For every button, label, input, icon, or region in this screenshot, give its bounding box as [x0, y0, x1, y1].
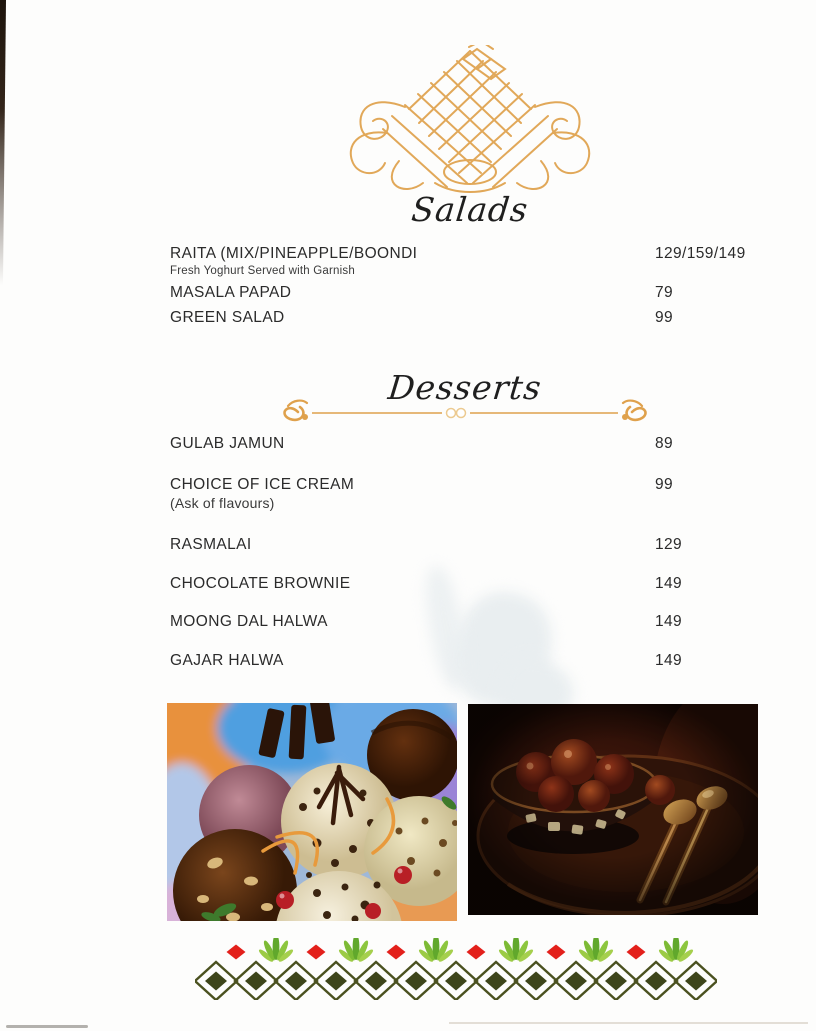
menu-item-price: 99	[655, 309, 674, 326]
menu-item-price: 99	[655, 476, 674, 493]
menu-item-name: CHOCOLATE BROWNIE	[170, 575, 351, 592]
menu-item-name: CHOICE OF ICE CREAM	[170, 476, 355, 493]
menu-item-name: RAITA (MIX/PINEAPPLE/BOONDI	[170, 245, 418, 262]
menu-item-price: 89	[655, 435, 674, 452]
scan-edge-artifact	[6, 1025, 88, 1028]
menu-item-price: 149	[655, 613, 683, 630]
menu-item-name: MASALA PAPAD	[170, 284, 292, 301]
menu-item-name: RASMALAI	[170, 536, 252, 553]
gulab-jamun-photo	[468, 704, 758, 915]
menu-item-price: 129/159/149	[655, 245, 746, 262]
section-title-salads: Salads	[409, 190, 531, 229]
scan-edge-artifact	[0, 0, 6, 310]
gold-divider-ornament	[280, 398, 650, 428]
scan-edge-artifact	[449, 1022, 808, 1024]
menu-item-desc: (Ask of flavours)	[170, 495, 275, 511]
gold-flourish-ornament	[335, 45, 605, 195]
menu-item-name: GAJAR HALWA	[170, 652, 284, 669]
menu-item-price: 149	[655, 652, 683, 669]
menu-item-price: 149	[655, 575, 683, 592]
menu-item-name: GREEN SALAD	[170, 309, 285, 326]
menu-item-price: 79	[655, 284, 674, 301]
diamond-leaf-border	[195, 938, 717, 1000]
menu-item-desc: Fresh Yoghurt Served with Garnish	[170, 265, 355, 277]
ice-cream-photo	[167, 703, 457, 921]
menu-item-price: 129	[655, 536, 683, 553]
section-title-desserts: Desserts	[386, 368, 544, 407]
menu-item-name: MOONG DAL HALWA	[170, 613, 328, 630]
menu-item-name: GULAB JAMUN	[170, 435, 285, 452]
